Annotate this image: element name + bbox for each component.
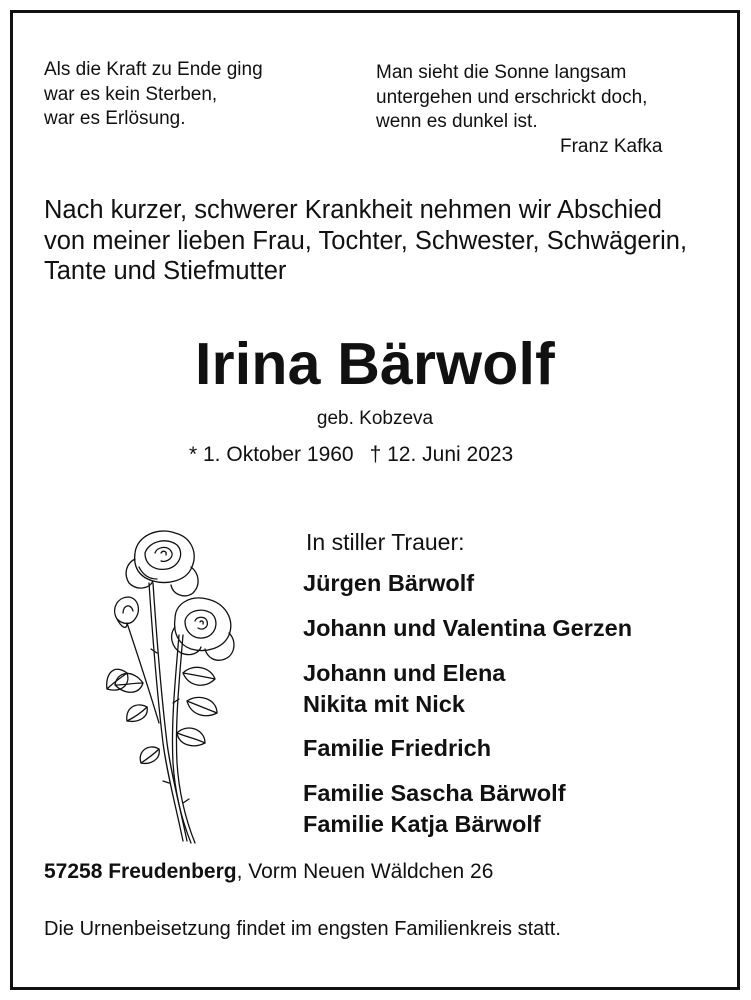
intro-line: Tante und Stiefmutter [44, 257, 287, 285]
address [44, 860, 493, 884]
mourner-name: Johann und Elena [303, 660, 506, 686]
intro-text [44, 195, 687, 287]
quote-left-line: Als die Kraft zu Ende ging [44, 59, 263, 80]
rose-icon [87, 523, 247, 853]
mourner-name: Familie Katja Bärwolf [303, 810, 541, 837]
mourner-name: Familie Sascha Bärwolf [303, 780, 566, 806]
mourning-heading: In stiller Trauer: [306, 529, 465, 555]
quote-left-line: war es kein Sterben, [44, 83, 218, 105]
mourner-group [303, 733, 491, 764]
mourner-name: Nikita mit Nick [303, 690, 465, 717]
mourner-group [303, 778, 566, 839]
quote-author: Franz Kafka [560, 136, 663, 157]
mourner-name: Jürgen Bärwolf [303, 570, 475, 596]
birth-name: geb. Kobzeva [316, 408, 434, 429]
mourner-group [303, 568, 474, 599]
quote-left-line: war es Erlösung. [44, 108, 186, 129]
intro-line: von meiner lieben Frau, Tochter, Schwester, Schwägerin, [44, 226, 688, 255]
postal-city: 57258 Freudenberg [44, 860, 237, 883]
quote-left [44, 58, 263, 132]
quote-right [376, 61, 647, 135]
deceased-name: Irina Bärwolf [195, 331, 555, 397]
intro-line: Nach kurzer, schwerer Krankheit nehmen wir Abschied [44, 196, 662, 224]
mourner-group [303, 658, 505, 719]
death-date: † 12. Juni 2023 [369, 443, 514, 466]
mourner-group [303, 613, 632, 644]
quote-right-line: Man sieht die Sonne langsam [376, 62, 627, 83]
birth-date: * 1. Oktober 1960 [189, 443, 354, 466]
obituary-notice [10, 10, 740, 990]
closing-note: Die Urnenbeisetzung findet im engsten Familienkreis statt. [44, 918, 561, 940]
mourner-name: Familie Friedrich [303, 735, 492, 761]
mourner-name: Johann und Valentina Gerzen [303, 615, 633, 641]
life-dates [189, 443, 513, 467]
street-address: , Vorm Neuen Wäldchen 26 [236, 860, 494, 883]
quote-right-line: untergehen und erschrickt doch, [376, 86, 648, 108]
quote-right-line: wenn es dunkel ist. [376, 111, 538, 132]
